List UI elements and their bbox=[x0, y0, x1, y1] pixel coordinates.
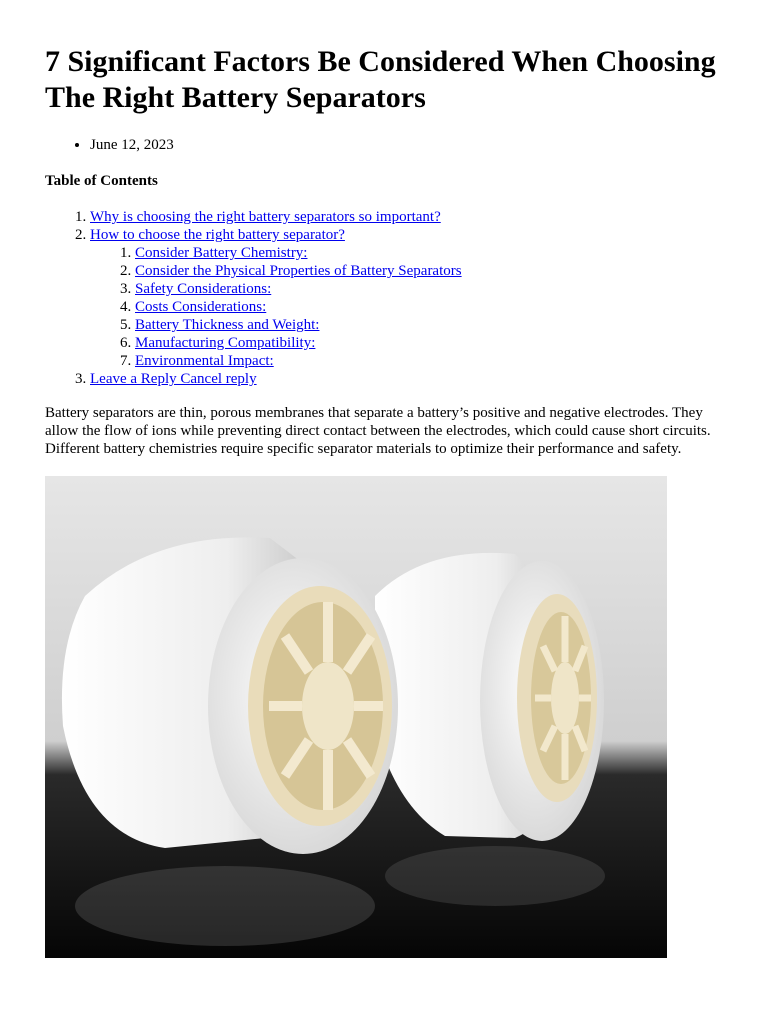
small-roll bbox=[375, 553, 604, 841]
toc-link-costs[interactable]: Costs Considerations: bbox=[135, 299, 267, 315]
toc-link-manufacturing[interactable]: Manufacturing Compatibility: bbox=[135, 335, 316, 351]
toc-item bbox=[90, 370, 462, 388]
battery-separator-rolls-image bbox=[45, 476, 667, 958]
toc-subitem bbox=[135, 298, 462, 316]
large-roll bbox=[62, 537, 398, 854]
table-of-contents bbox=[45, 208, 462, 388]
toc-link-chemistry[interactable]: Consider Battery Chemistry: bbox=[135, 245, 308, 261]
toc-item bbox=[90, 208, 462, 226]
page-title: 7 Significant Factors Be Considered When Choosing The Right Battery Separators bbox=[45, 45, 716, 114]
toc-subitem bbox=[135, 262, 462, 280]
intro-paragraph: Battery separators are thin, porous membranes that separate a battery’s positive and negative electrodes. They allow the flow of ions while preventing direct contact between the electrodes, which could cause short circuits. Different battery chemistries require specific separator materials to optimize their performance and safety. bbox=[45, 405, 711, 457]
toc-subitem bbox=[135, 280, 462, 298]
toc-link-how-to-choose[interactable]: How to choose the right battery separator? bbox=[90, 227, 345, 243]
toc-item bbox=[90, 226, 462, 370]
toc-subitem bbox=[135, 352, 462, 370]
separator-rolls-illustration bbox=[45, 476, 667, 958]
toc-link-importance[interactable]: Why is choosing the right battery separators so important? bbox=[90, 209, 441, 225]
toc-link-environmental[interactable]: Environmental Impact: bbox=[135, 353, 274, 369]
toc-link-leave-reply[interactable]: Leave a Reply Cancel reply bbox=[90, 371, 257, 387]
post-date: • June 12, 2023 bbox=[90, 136, 174, 154]
toc-link-thickness-weight[interactable]: Battery Thickness and Weight: bbox=[135, 317, 320, 333]
toc-heading: Table of Contents bbox=[45, 173, 158, 189]
toc-link-physical-properties[interactable]: Consider the Physical Properties of Battery Separators bbox=[135, 263, 462, 279]
toc-subitem bbox=[135, 316, 462, 334]
post-meta bbox=[45, 136, 174, 154]
toc-subitem bbox=[135, 244, 462, 262]
toc-link-safety[interactable]: Safety Considerations: bbox=[135, 281, 272, 297]
toc-sublist bbox=[90, 244, 462, 370]
toc-subitem bbox=[135, 334, 462, 352]
